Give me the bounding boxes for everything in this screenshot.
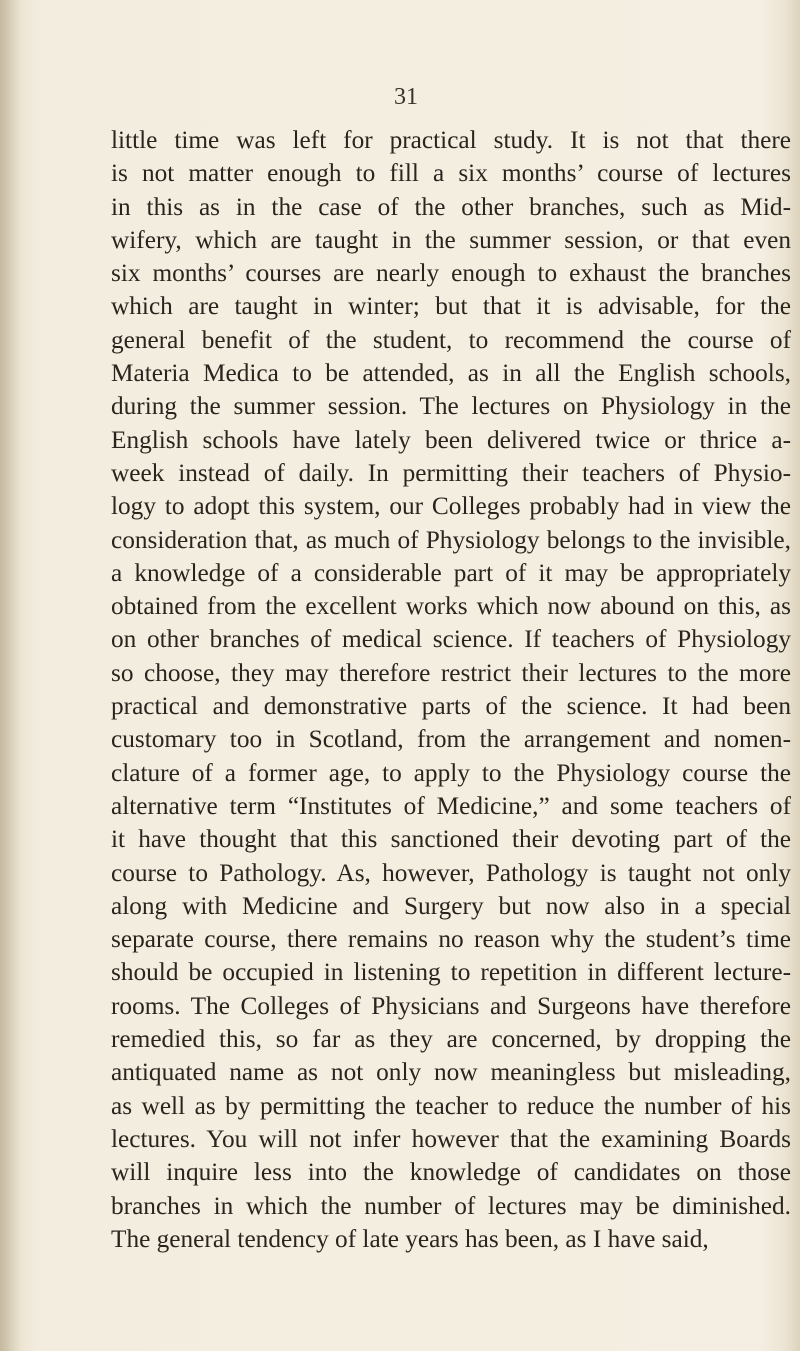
text-line: it have thought that this sanctioned their devoting part of the — [111, 825, 791, 854]
text-line: logy to adopt this system, our Colleges probably had in view the — [111, 492, 791, 521]
text-line: course to Pathology. As, however, Pathology is taught not only — [111, 858, 791, 887]
text-line: along with Medicine and Surgery but now also in a special — [111, 891, 791, 920]
text-line: rooms. The Colleges of Physicians and Surgeons have therefore — [111, 991, 791, 1020]
text-line: which are taught in winter; but that it is advisable, for the — [111, 292, 791, 321]
text-line: six months’ courses are nearly enough to exhaust the branches — [111, 259, 791, 288]
body-text — [111, 124, 791, 1256]
text-line: separate course, there remains no reason why the student’s time — [111, 925, 791, 954]
text-line: in this as in the case of the other branches, such as Mid- — [111, 192, 791, 221]
text-line: a knowledge of a considerable part of it may be appropriately — [111, 558, 791, 587]
text-line: antiquated name as not only now meaningless but misleading, — [111, 1058, 791, 1087]
text-line: week instead of daily. In permitting their teachers of Physio- — [111, 458, 791, 487]
text-line: The general tendency of late years has been, as I have said, — [111, 1224, 709, 1253]
text-line: English schools have lately been delivered twice or thrice a- — [111, 425, 791, 454]
text-line: as well as by permitting the teacher to reduce the number of his — [111, 1091, 791, 1120]
text-line: wifery, which are taught in the summer session, or that even — [111, 225, 791, 254]
binding-shadow — [0, 0, 22, 1351]
text-line: will inquire less into the knowledge of candidates on those — [111, 1158, 791, 1187]
text-line: general benefit of the student, to recommend the course of — [111, 325, 791, 354]
text-line: clature of a former age, to apply to the Physiology course the — [111, 758, 791, 787]
text-line: customary too in Scotland, from the arrangement and nomen- — [111, 725, 791, 754]
text-line: little time was left for practical study. It is not that there — [111, 126, 791, 154]
text-line: branches in which the number of lectures may be diminished. — [111, 1191, 791, 1220]
text-line: on other branches of medical science. If teachers of Physiology — [111, 625, 791, 654]
text-line: should be occupied in listening to repetition in different lecture- — [111, 958, 791, 987]
text-line: consideration that, as much of Physiology belongs to the invisible, — [111, 525, 791, 554]
text-line: obtained from the excellent works which now abound on this, as — [111, 592, 791, 621]
text-line: during the summer session. The lectures on Physiology in the — [111, 392, 791, 421]
text-line: Materia Medica to be attended, as in all the English schools, — [111, 359, 791, 388]
text-line: remedied this, so far as they are concerned, by dropping the — [111, 1025, 791, 1054]
text-line: is not matter enough to fill a six months’ course of lectures — [111, 159, 791, 188]
text-line: lectures. You will not infer however that the examining Boards — [111, 1124, 791, 1153]
page-number: 31 — [394, 84, 418, 110]
text-line: alternative term “Institutes of Medicine,” and some teachers of — [111, 791, 791, 820]
text-line: practical and demonstrative parts of the science. It had been — [111, 692, 791, 721]
text-line: so choose, they may therefore restrict their lectures to the more — [111, 658, 791, 687]
